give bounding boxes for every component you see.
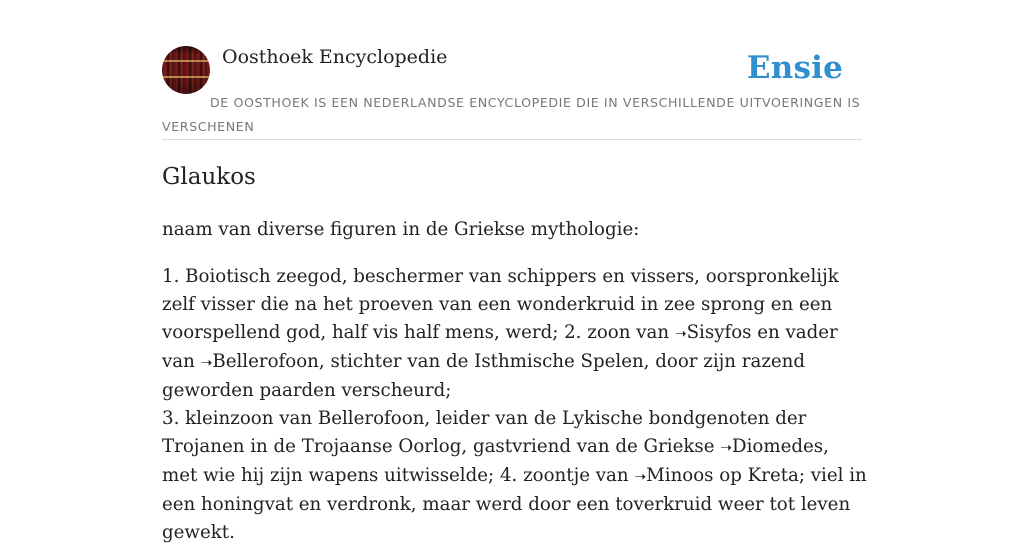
body-text-segment: op Kreta; viel in een honingvat en verdronk, maar werd door een toverkruid weer tot leven gewekt. — [162, 465, 867, 543]
ensie-logo[interactable]: Ensie — [746, 50, 843, 86]
body-text-segment: en vader van — [162, 322, 838, 372]
article-body — [162, 263, 867, 547]
xref-link-sisyfos[interactable]: ➝Sisyfos — [674, 322, 752, 343]
header-divider — [162, 139, 862, 140]
arrow-right-icon: ➝ — [720, 440, 732, 456]
arrow-right-icon: ➝ — [674, 326, 687, 342]
site-name-link[interactable]: Oosthoek Encyclopedie — [222, 46, 448, 68]
site-tagline: DE OOSTHOEK IS EEN NEDERLANDSE ENCYCLOPEDIE DIE IN VERSCHILLENDE UITVOERINGEN IS VERSCHENEN — [162, 95, 861, 134]
body-text-segment: 3. kleinzoon van Bellerofoon, leider van de Lykische bondgenoten der Trojanen in de Trojaanse Oorlog, gastvriend van de Griekse — [162, 408, 807, 457]
xref-link-minoos[interactable]: ➝Minoos — [634, 465, 714, 486]
xref-link-bellerofoon[interactable]: ➝Bellerofoon — [200, 351, 319, 372]
encyclopedia-books-icon[interactable] — [162, 46, 210, 94]
xref-link-diomedes[interactable]: ➝Diomedes — [720, 436, 824, 457]
site-header — [162, 46, 862, 140]
body-text-segment: , stichter van de Isthmische Spelen, door zijn razend geworden paarden verscheurd; — [162, 351, 806, 401]
article-intro: naam van diverse figuren in de Griekse mythologie: — [162, 219, 640, 240]
arrow-right-icon: ➝ — [634, 469, 647, 485]
body-text-segment: 1. Boiotisch zeegod, beschermer van schippers en vissers, oorspronkelijk zelf visser die na het proeven van een wonderkruid in zee sprong en een voorspellend god, half vis half mens, werd; 2. zoon van — [162, 266, 839, 343]
article-title: Glaukos — [162, 164, 256, 190]
arrow-right-icon: ➝ — [200, 355, 213, 371]
body-text-segment: , met wie hij zijn wapens uitwisselde; 4. zoontje van — [162, 436, 829, 486]
